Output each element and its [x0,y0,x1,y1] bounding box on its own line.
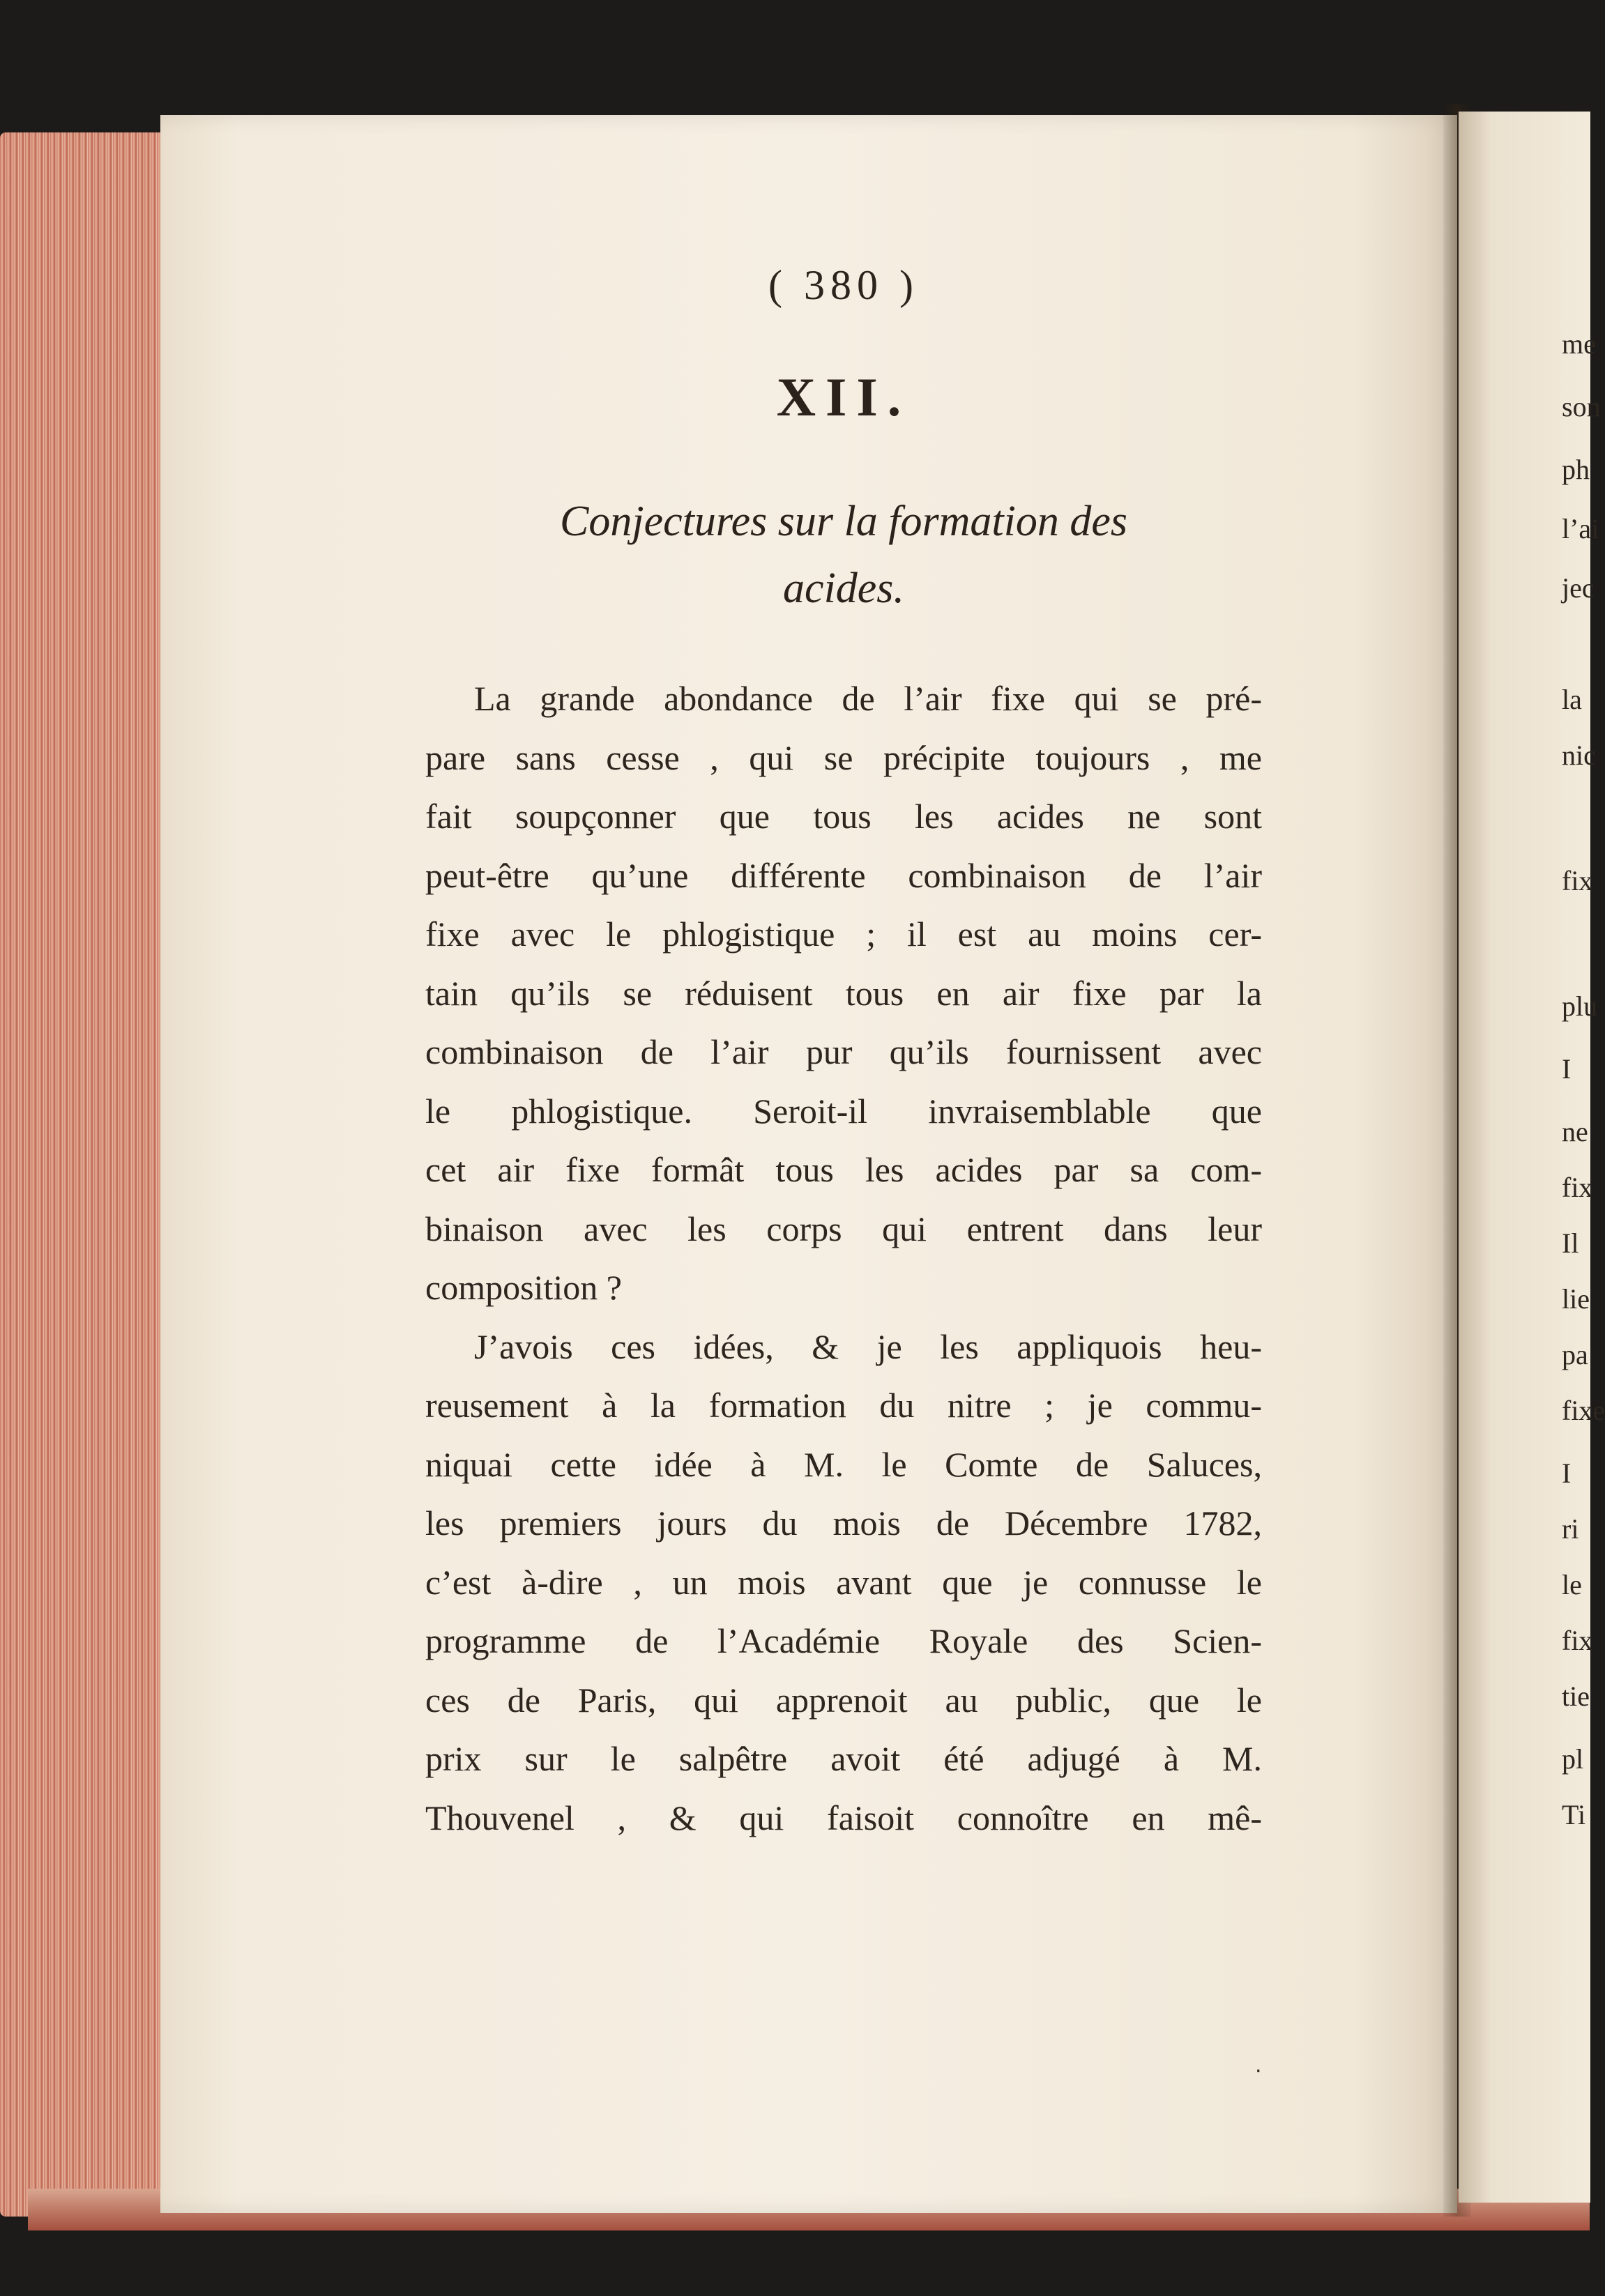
text-line: cet air fixe formât tous les acides par sa com- [425,1150,1262,1189]
facing-page-fragment: ph [1562,454,1590,485]
text-line: pare sans cesse , qui se précipite toujours , me [425,737,1262,777]
text-line: ces de Paris, qui apprenoit au public, que le [425,1680,1262,1720]
text-line: c’est à-dire , un mois avant que je connusse le [425,1562,1262,1602]
facing-page-fragment: fix [1562,865,1593,896]
section-numeral: XII. [776,367,911,427]
facing-page-fragment: fix [1562,1625,1593,1656]
facing-page-fragment: fixe [1562,1395,1605,1426]
facing-page-fragment: fix [1562,1172,1593,1203]
facing-page-fragment: ne [1562,1116,1588,1147]
facing-page-fragment: I [1562,1457,1572,1489]
text-line: tain qu’ils se réduisent tous en air fixe par la [425,973,1262,1013]
text-line: fixe avec le phlogistique ; il est au moins cer- [425,914,1262,954]
text-line: le phlogistique. Seroit-il invraisemblable que [425,1091,1262,1131]
facing-page-fragment: l’ai [1562,513,1599,544]
text-line: prix sur le salpêtre avoit été adjugé à M. [425,1739,1262,1778]
facing-page-fragment: jec [1562,572,1595,604]
text-line: peut-être qu’une différente combinaison de l’air [425,855,1262,895]
text-line: composition ? [425,1268,622,1307]
facing-page-fragment: nic [1562,740,1596,771]
text-line: fait soupçonner que tous les acides ne sont [425,797,1262,836]
text-line: combinaison de l’air pur qu’ils fournissent avec [425,1032,1262,1071]
facing-page-fragment: pa [1562,1339,1588,1370]
facing-page-fragment: la [1562,684,1582,715]
facing-page-fragment: I [1562,1053,1572,1085]
text-line: binaison avec les corps qui entrent dans leur [425,1209,1262,1248]
chapter-title [446,488,1241,622]
text-line: reusement à la formation du nitre ; je commu- [425,1386,1262,1425]
body-text [425,669,1262,1847]
text-line: les premiers jours du mois de Décembre 1782, [425,1503,1262,1543]
facing-page [1459,112,1593,2203]
facing-page-fragment: plu [1562,990,1598,1022]
ink-mark: ‧ [1255,2060,1262,2083]
facing-page-fragment: son [1562,391,1601,422]
text-line: La grande abondance de l’air fixe qui se pré- [474,679,1262,718]
facing-page-fragment: le [1562,1569,1582,1600]
chapter-title-line: Conjectures sur la formation des [559,498,1128,545]
book-fore-edge [0,132,174,2217]
text-line: J’avois ces idées, & je les appliquois heu- [474,1326,1262,1366]
text-line: Thouvenel , & qui faisoit connoître en mê- [425,1798,1262,1837]
facing-page-fragment: ri [1562,1513,1579,1545]
facing-page-fragment: me [1562,328,1596,360]
facing-page-fragment: Il [1562,1227,1579,1259]
page-number: ( 380 ) [768,262,919,308]
facing-page-fragment: lie [1562,1283,1590,1315]
chapter-title-line: acides. [783,565,904,612]
facing-page-fragment: tie [1562,1681,1590,1712]
text-line: niquai cette idée à M. le Comte de Saluces, [425,1444,1262,1484]
facing-page-fragment: pl [1562,1743,1584,1775]
facing-page-fragment: Ti [1562,1799,1586,1830]
text-line: programme de l’Académie Royale des Scien- [425,1621,1262,1660]
